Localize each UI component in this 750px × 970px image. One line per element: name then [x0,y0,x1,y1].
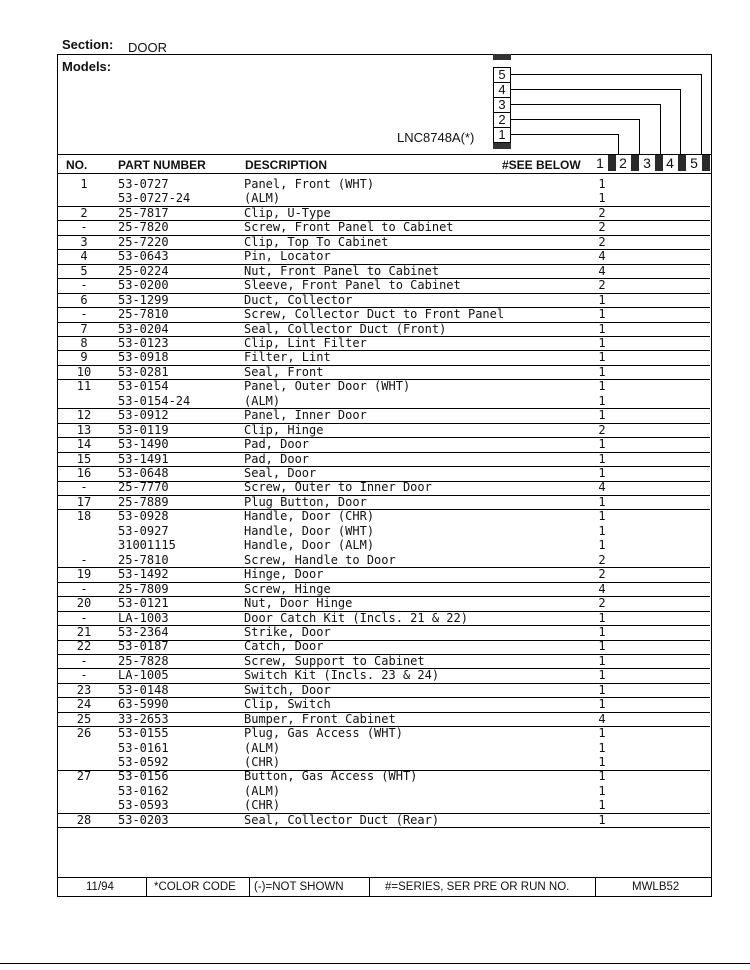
part-number: 53-1491 [118,451,169,466]
table-row [58,726,710,741]
series-col-sep [655,155,663,171]
part-description: Plug, Gas Access (WHT) [244,726,403,741]
part-description: Bumper, Front Cabinet [244,711,396,726]
part-quantity: 1 [598,812,606,827]
part-quantity: 1 [598,668,606,683]
part-quantity: 1 [598,494,606,509]
part-number: 53-0648 [118,466,169,480]
part-number: 31001115 [118,538,176,553]
part-quantity: 1 [598,625,606,639]
series-box-5: 5 [493,67,511,83]
table-row [58,509,710,524]
row-number: 23 [76,682,92,697]
part-description: Filter, Lint [244,350,331,365]
leader-line-5 [510,74,701,75]
row-number: - [80,610,88,625]
part-description: Handle, Door (ALM) [244,538,375,553]
part-description: Screw, Front Panel to Cabinet [244,220,454,235]
part-quantity: 1 [598,335,606,350]
row-number: - [80,653,88,668]
table-row [58,452,710,468]
series-box-4: 4 [493,82,511,98]
series-col-sep [678,155,686,171]
part-quantity: 2 [598,552,606,567]
table-row [58,524,710,539]
row-number: 24 [76,697,92,712]
part-description: (ALM) [244,191,281,206]
table-row [58,582,710,598]
row-number: 14 [76,437,92,452]
part-description: Panel, Inner Door [244,408,367,423]
part-quantity: 1 [598,610,606,625]
part-description: Switch Kit (Incls. 23 & 24) [244,668,440,683]
series-box-1: 1 [493,127,511,143]
table-row [58,798,710,814]
part-number: 53-0200 [118,278,169,293]
row-number: 22 [76,639,92,654]
part-quantity: 1 [598,191,606,206]
part-description: Duct, Collector [244,292,353,307]
part-number: 53-0912 [118,408,169,423]
part-quantity: 4 [598,263,606,278]
leader-line-1 [510,134,618,135]
row-number: 17 [76,494,92,509]
table-row [58,538,710,553]
series-box-bottom-mark [493,143,511,149]
part-description: Seal, Door [244,466,317,480]
table-row [58,177,710,192]
part-number: 53-0928 [118,509,169,524]
part-description: Handle, Door (WHT) [244,523,375,538]
col-header-description: DESCRIPTION [245,158,328,172]
part-number: 53-0154 [118,379,169,394]
part-number: 25-7817 [118,205,169,220]
part-number: LA-1005 [118,668,169,683]
leader-drop-2 [639,119,640,155]
table-row [58,437,710,453]
table-row [58,307,710,323]
part-number: 53-0121 [118,596,169,610]
part-number: 53-0204 [118,321,169,336]
part-number: 33-2653 [118,711,169,726]
part-number: 53-0162 [118,783,169,798]
part-number: 53-1299 [118,292,169,307]
part-number: 53-0918 [118,350,169,365]
part-number: 53-1490 [118,437,169,452]
part-quantity: 1 [598,769,606,784]
part-quantity: 1 [598,292,606,307]
part-number: 53-0187 [118,639,169,654]
part-description: Screw, Handle to Door [244,552,396,567]
table-row [58,466,710,482]
part-quantity: 1 [598,523,606,538]
row-number: 4 [80,249,88,264]
part-number: 25-7770 [118,480,169,495]
part-quantity: 1 [598,466,606,480]
table-row [58,668,710,684]
part-description: (ALM) [244,393,281,408]
part-description: (ALM) [244,783,281,798]
table-row [58,784,710,799]
part-description: Switch, Door [244,682,331,697]
table-row [58,408,710,424]
leader-line-2 [510,119,639,120]
models-label: Models: [62,59,112,74]
part-quantity: 2 [598,567,606,582]
leader-drop-4 [680,89,681,155]
series-col-4: 4 [666,155,674,171]
part-number: 25-7809 [118,581,169,596]
part-quantity: 1 [598,393,606,408]
part-quantity: 1 [598,783,606,798]
part-quantity: 1 [598,177,606,191]
part-description: Seal, Collector Duct (Rear) [244,812,440,827]
table-row [58,191,710,207]
part-description: Pin, Locator [244,249,331,264]
table-row [58,567,710,583]
page-bottom-rule [0,963,750,964]
part-number: 25-7828 [118,653,169,668]
part-description: (ALM) [244,740,281,755]
leader-drop-3 [660,104,661,155]
part-number: 53-0593 [118,798,169,813]
table-row [58,278,710,294]
series-box-top-mark [493,54,511,60]
footer-divider [369,877,370,897]
row-number: - [80,278,88,293]
row-number: 20 [76,596,92,610]
part-description: Pad, Door [244,437,310,452]
part-quantity: 1 [598,408,606,423]
table-row [58,813,710,829]
part-description: Nut, Front Panel to Cabinet [244,263,440,278]
part-number: 53-1492 [118,567,169,582]
row-number: 12 [76,408,92,423]
part-quantity: 1 [598,379,606,394]
part-number: 53-0161 [118,740,169,755]
part-quantity: 1 [598,509,606,524]
footer-series-note: #=SERIES, SER PRE OR RUN NO. [385,881,570,893]
part-number: 25-7820 [118,220,169,235]
part-description: Clip, Top To Cabinet [244,234,389,249]
footer-divider [595,877,596,897]
leader-line-3 [510,104,660,105]
part-quantity: 1 [598,726,606,741]
part-description: Catch, Door [244,639,324,654]
table-row [58,235,710,251]
part-number: 25-7810 [118,552,169,567]
part-description: Door Catch Kit (Incls. 21 & 22) [244,610,468,625]
part-description: Screw, Support to Cabinet [244,653,425,668]
part-quantity: 2 [598,422,606,437]
part-description: Button, Gas Access (WHT) [244,769,418,784]
row-number: 27 [76,769,92,784]
part-quantity: 1 [598,350,606,365]
part-description: Screw, Hinge [244,581,331,596]
series-box-2: 2 [493,112,511,128]
part-quantity: 1 [598,653,606,668]
part-description: Screw, Collector Duct to Front Panel [244,307,505,321]
row-number: 18 [76,509,92,524]
table-row [58,495,710,511]
part-number: 53-0281 [118,364,169,379]
row-number: 15 [76,451,92,466]
row-number: 21 [76,625,92,639]
table-row [58,365,710,381]
part-quantity: 4 [598,581,606,596]
part-quantity: 1 [598,697,606,712]
series-col-1: 1 [596,155,604,171]
leader-drop-1 [618,134,619,155]
part-quantity: 1 [598,798,606,813]
row-number: 7 [80,321,88,336]
table-row [58,712,710,728]
row-number: - [80,668,88,683]
part-number: 63-5990 [118,697,169,712]
section-label: Section: [62,37,114,52]
section-value: DOOR [128,40,167,55]
part-description: Clip, Lint Filter [244,335,367,350]
part-number: 53-0727 [118,177,169,191]
part-quantity: 1 [598,538,606,553]
table-row [58,350,710,366]
series-col-2: 2 [619,155,627,171]
table-row [58,553,710,569]
part-number: 53-0154-24 [118,393,191,408]
part-description: Sleeve, Front Panel to Cabinet [244,278,461,293]
row-number: 8 [80,335,88,350]
row-number: 5 [80,263,88,278]
part-number: 53-0155 [118,726,169,741]
row-number: 1 [80,177,88,191]
part-number: 53-0203 [118,812,169,827]
part-description: Clip, U-Type [244,205,331,220]
row-number: 26 [76,726,92,741]
series-col-sep [702,155,710,171]
leader-line-4 [510,89,680,90]
table-row [58,639,710,655]
part-quantity: 1 [598,740,606,755]
table-row [58,697,710,713]
part-description: Clip, Switch [244,697,331,712]
footer-color-code: *COLOR CODE [154,881,236,893]
row-number: 13 [76,422,92,437]
table-row [58,293,710,309]
table-row [58,755,710,771]
model-name: LNC8748A(*) [397,130,475,145]
part-number: 53-2364 [118,625,169,639]
row-number: 3 [80,234,88,249]
part-number: 25-7220 [118,234,169,249]
col-header-no: NO. [66,158,88,172]
table-row [58,654,710,670]
part-description: Nut, Door Hinge [244,596,353,610]
header-bottom-rule [57,173,712,174]
table-row [58,394,710,410]
table-row [58,322,710,338]
part-number: 53-0927 [118,523,169,538]
series-box-3: 3 [493,97,511,113]
table-row [58,625,710,641]
part-description: (CHR) [244,798,281,813]
part-number: 53-0156 [118,769,169,784]
footer-not-shown: (-)=NOT SHOWN [254,881,344,893]
part-number: 25-7810 [118,307,169,321]
row-number: 25 [76,711,92,726]
row-number: - [80,307,88,321]
part-quantity: 1 [598,321,606,336]
series-col-sep [631,155,639,171]
part-quantity: 2 [598,596,606,610]
part-description: Panel, Front (WHT) [244,177,375,191]
row-number: - [80,581,88,596]
part-description: Strike, Door [244,625,331,639]
table-row [58,611,710,627]
table-row [58,480,710,496]
table-row [58,336,710,352]
part-description: Hinge, Door [244,567,324,582]
part-quantity: 1 [598,437,606,452]
part-description: (CHR) [244,755,281,769]
leader-drop-5 [701,74,702,155]
part-number: 53-0592 [118,755,169,769]
part-quantity: 1 [598,364,606,379]
table-row [58,423,710,439]
col-header-part-number: PART NUMBER [118,158,206,172]
part-description: Clip, Hinge [244,422,324,437]
footer-doc-id: MWLB52 [632,881,680,893]
table-row [58,596,710,612]
part-quantity: 4 [598,480,606,495]
part-description: Handle, Door (CHR) [244,509,375,524]
row-number: - [80,552,88,567]
row-number: 2 [80,205,88,220]
part-quantity: 1 [598,682,606,697]
part-number: 53-0727-24 [118,191,191,206]
table-row [58,220,710,236]
footer-divider [146,877,147,897]
row-number: 9 [80,350,88,365]
part-number: 53-0148 [118,682,169,697]
series-col-3: 3 [643,155,651,171]
part-description: Screw, Outer to Inner Door [244,480,432,495]
table-row [58,769,710,784]
part-quantity: 1 [598,307,606,321]
series-col-sep [608,155,616,171]
part-description: Panel, Outer Door (WHT) [244,379,411,394]
table-row [58,249,710,265]
part-number: 25-7889 [118,494,169,509]
part-quantity: 2 [598,205,606,220]
footer-date: 11/94 [86,881,114,893]
part-number: 53-0643 [118,249,169,264]
row-number: 10 [76,364,92,379]
part-number: LA-1003 [118,610,169,625]
table-row [58,206,710,222]
row-number: 19 [76,567,92,582]
series-col-5: 5 [690,155,698,171]
part-number: 53-0123 [118,335,169,350]
part-quantity: 4 [598,711,606,726]
part-quantity: 2 [598,278,606,293]
part-description: Seal, Front [244,364,324,379]
table-row [58,264,710,280]
part-quantity: 2 [598,234,606,249]
part-number: 25-0224 [118,263,169,278]
part-number: 53-0119 [118,422,169,437]
col-header-see-below: #SEE BELOW [502,158,581,172]
row-number: 11 [76,379,92,394]
row-number: 6 [80,292,88,307]
part-quantity: 4 [598,249,606,264]
row-number: - [80,480,88,495]
table-row [58,379,710,394]
table-row [58,683,710,699]
part-quantity: 1 [598,639,606,654]
table-row [58,741,710,756]
footer-divider [249,877,250,897]
row-number: 16 [76,466,92,480]
part-quantity: 1 [598,451,606,466]
part-description: Pad, Door [244,451,310,466]
part-quantity: 1 [598,755,606,769]
part-description: Seal, Collector Duct (Front) [244,321,447,336]
part-quantity: 2 [598,220,606,235]
row-number: 28 [76,812,92,827]
part-description: Plug Button, Door [244,494,367,509]
row-number: - [80,220,88,235]
